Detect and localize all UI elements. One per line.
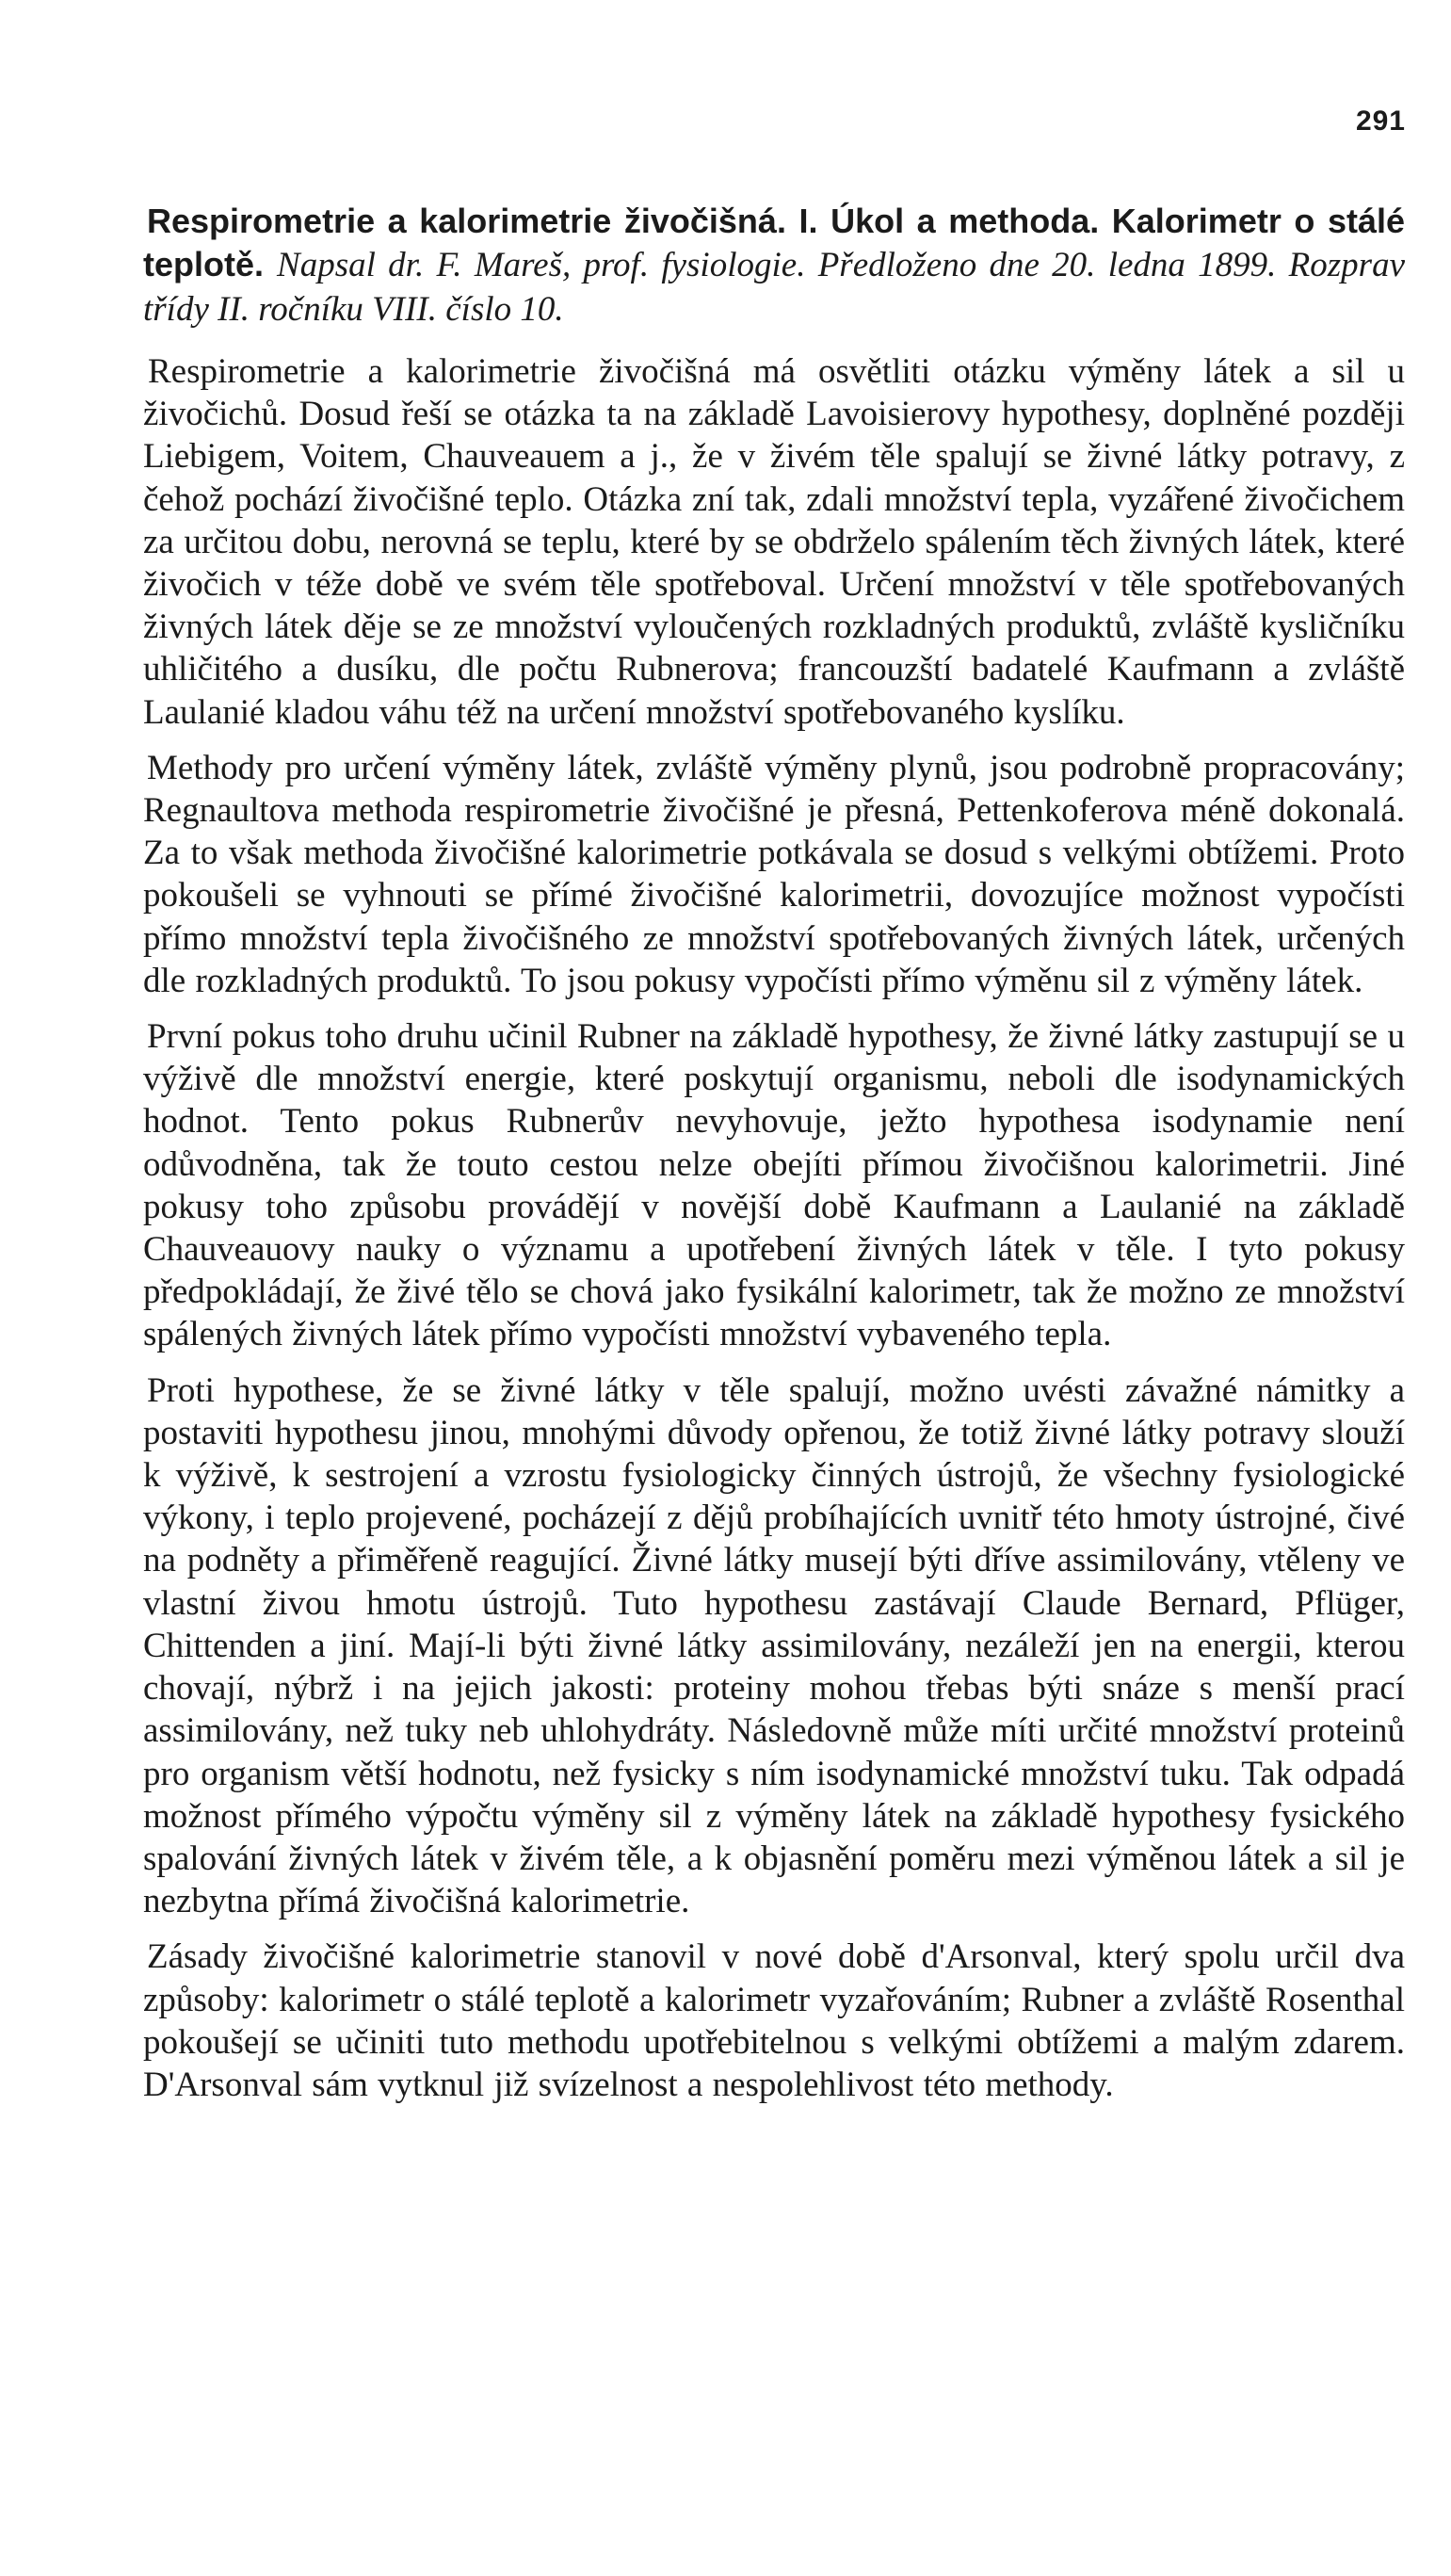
article-title: Respirometrie a kalorimetrie živočišná. I. Úkol a methoda. Kalorimetr o stálé teplotě. <box>143 202 1405 284</box>
article-byline: Napsal dr. F. Mareš, prof. fysiologie. Předloženo dne 20. ledna 1899. Rozprav třídy II. ročníku VIII. číslo 10. <box>143 246 1405 329</box>
paragraph: Zásady živočišné kalorimetrie stanovil v nové době d'Arsonval, který spolu určil dva způsoby: kalorimetr o stálé teplotě a kalorimetr vyzařováním; Rubner a zvláště Rosenthal pokoušejí se učiniti tuto methodu upotřebitelnou s velkými obtížemi a malým zdarem. D'Arsonval sám vytknul již svízelnost a nespolehlivost této methody. <box>143 1937 1405 2104</box>
article-body <box>143 200 1405 2106</box>
paragraph: Methody pro určení výměny látek, zvláště výměny plynů, jsou podrobně propracovány; Regnaultova methoda respirometrie živočišné je přesná, Pettenkoferova méně dokonalá. Za to však methoda živočišné kalorimetrie potkávala se dosud s velkými obtížemi. Proto pokoušeli se vyhnouti se přímé živočišné kalorimetrii, dovozujíce možnost vypočísti přímo množství tepla živočišného ze množství spotřebovaných živných látek, určených dle rozkladných produktů. To jsou pokusy vypočísti přímo výměnu sil z výměny látek. <box>143 748 1405 1000</box>
paragraph: Proti hypothese, že se živné látky v těle spalují, možno uvésti závažné námitky a postaviti hypothesu jinou, mnohými důvody opřenou, že totiž živné látky potravy slouží k výživě, k sestrojení a vzrostu fysiologicky činných ústrojů, že všechny fysiologické výkony, i teplo projevené, pocházejí z dějů probíhajících uvnitř této hmoty ústrojné, čivé na podněty a přiměřeně reagující. Živné látky musejí býti dříve assimilovány, vtěleny ve vlastní živou hmotu ústrojů. Tuto hypothesu zastávají Claude Bernard, Pflüger, Chittenden a jiní. Mají-li býti živné látky assimilovány, nezáleží jen na energii, kterou chovají, nýbrž i na jejich jakosti: proteiny mohou třebas býti snáze s menší prací assimilovány, než tuky neb uhlohydráty. Následovně může míti určité množství proteinů pro organism větší hodnotu, než fysicky s ním isodynamické množství tuku. Tak odpadá možnost přímého výpočtu výměny sil z výměny látek na základě hypothesy fysického spalování živných látek v živém těle, a k objasnění poměru mezi výměnou látek a sil je nezbytna přímá živočišná kalorimetrie. <box>143 1370 1405 1921</box>
paragraph: První pokus toho druhu učinil Rubner na základě hypothesy, že živné látky zastupují se u výživě dle množství energie, které poskytují organismu, neboli dle isodynamických hodnot. Tento pokus Rubnerův nevyhovuje, ježto hypothesa isodynamie není odůvodněna, tak že touto cestou nelze obejíti přímou živočišnou kalorimetrii. Jiné pokusy toho způsobu provádějí v novější době Kaufmann a Laulanié na základě Chauveauovy nauky o významu a upotřebení živných látek v těle. I tyto pokusy předpokládají, že živé tělo se chová jako fysikální kalorimetr, tak že možno ze množství spálených živných látek přímo vypočísti množství vybaveného tepla. <box>143 1017 1405 1354</box>
article-heading <box>143 200 1405 332</box>
paragraph: Respirometrie a kalorimetrie živočišná má osvětliti otázku výměny látek a sil u živočichů. Dosud řeší se otázka ta na základě Lavoisierovy hypothesy, doplněné později Liebigem, Voitem, Chauveauem a j., že v živém těle spalují se živné látky potravy, z čehož pochází živočišné teplo. Otázka zní tak, zdali množství tepla, vyzářené živočichem za určitou dobu, nerovná se teplu, které by se obdrželo spálením těch živných látek, které živočich v téže době ve svém těle spotřeboval. Určení množství v těle spotřebovaných živných látek děje se ze množství vyloučených rozkladných produktů, zvláště kysličníku uhličitého a dusíku, dle počtu Rubnerova; francouzští badatelé Kaufmann a zvláště Laulanié kladou váhu též na určení množství spotřebovaného kyslíku. <box>143 352 1405 732</box>
page-number: 291 <box>1355 105 1406 137</box>
